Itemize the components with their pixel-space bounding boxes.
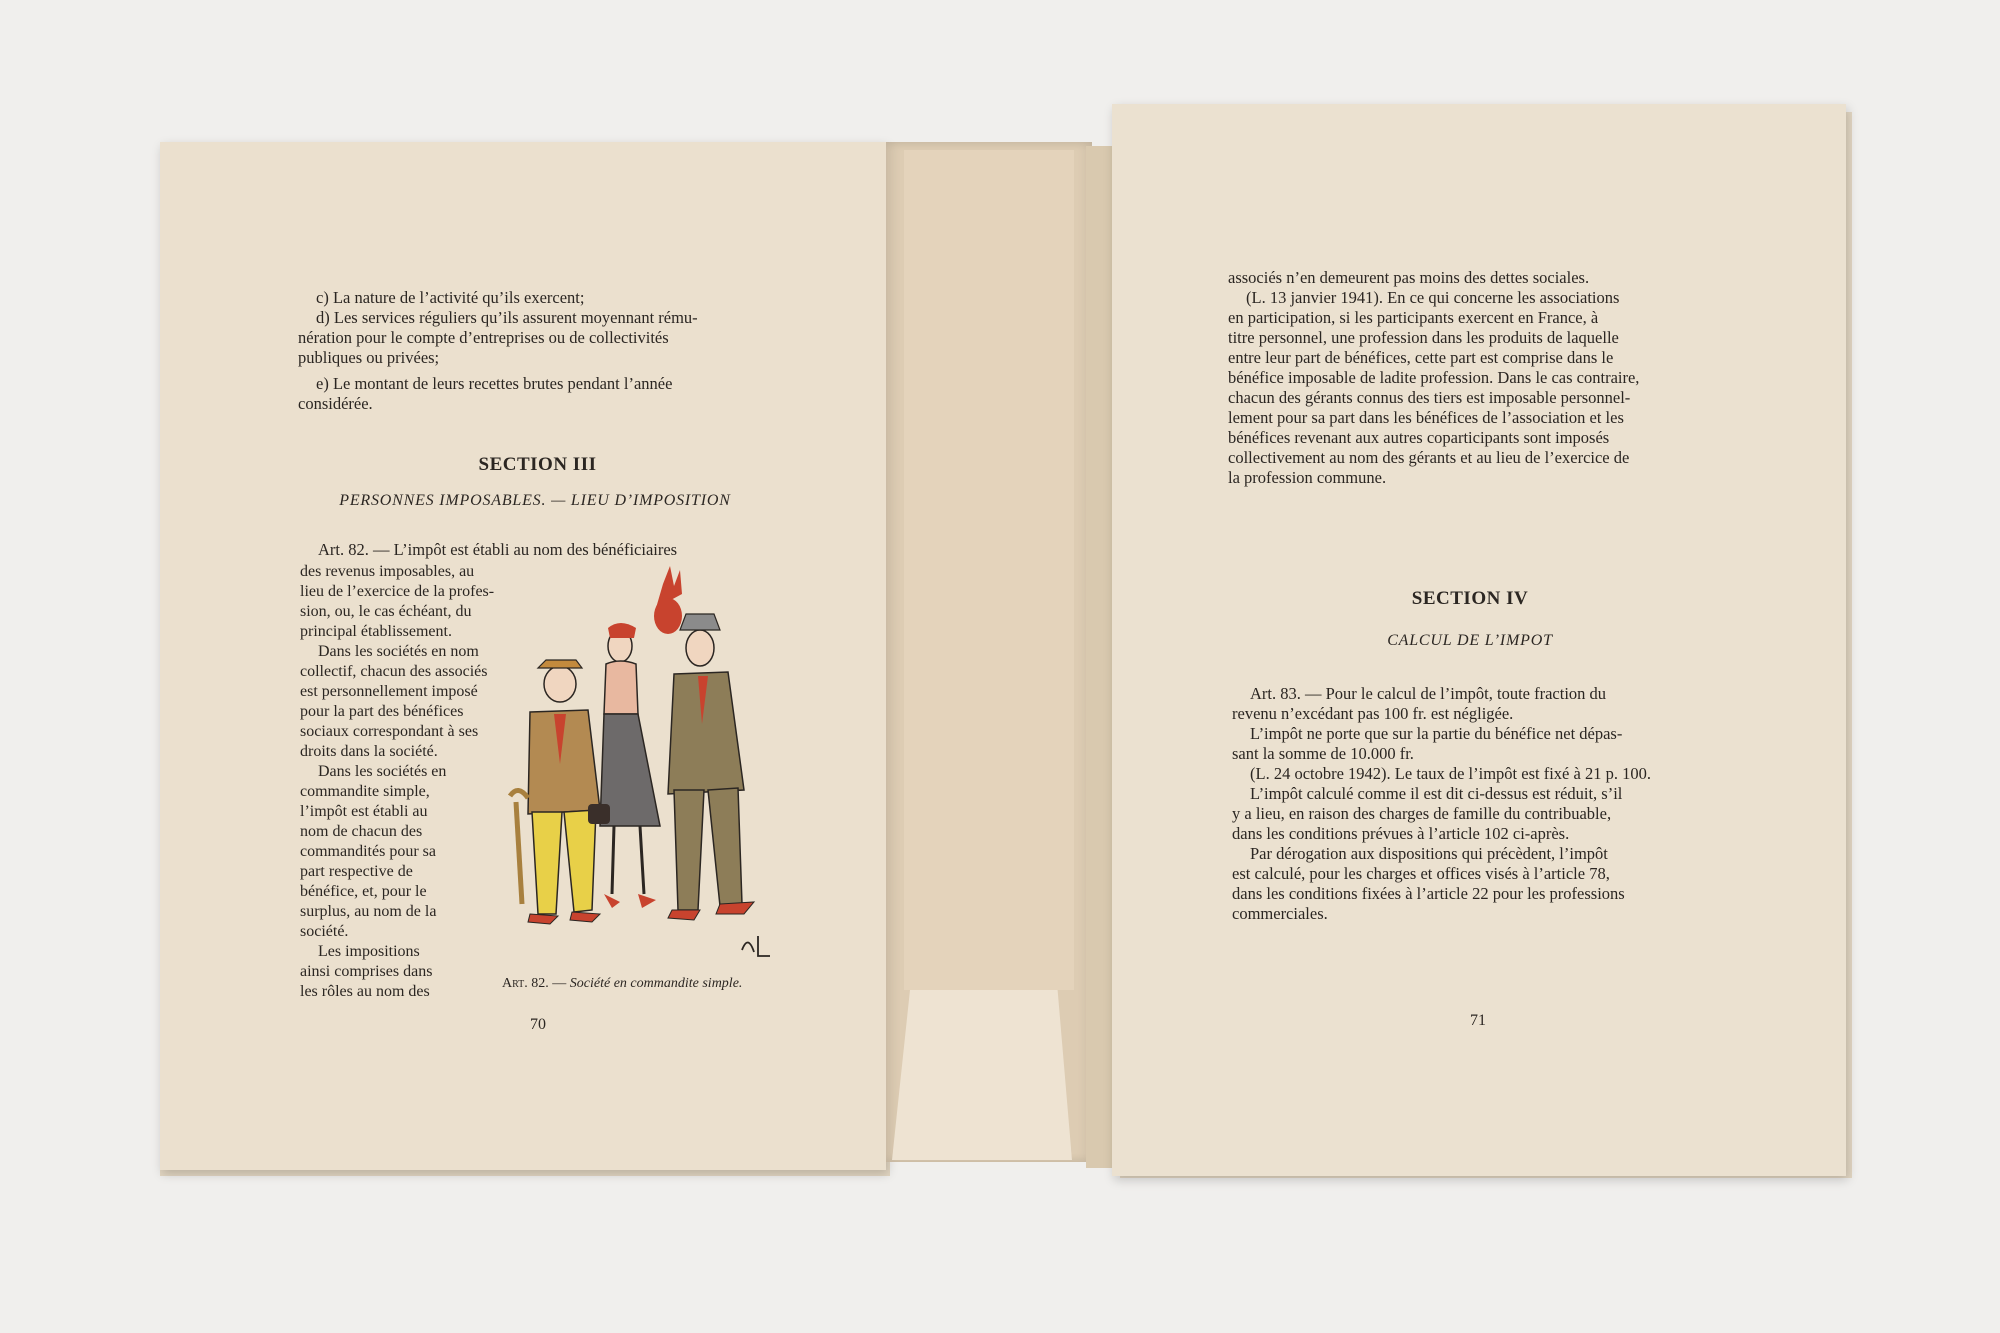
section-title: SECTION IV	[1411, 588, 1529, 609]
page-number-right: 71	[1470, 1012, 1486, 1029]
page-number-left: 70	[530, 1016, 546, 1033]
right-line: bénéfices revenant aux autres coparticipants sont imposés	[1228, 428, 1610, 447]
left-line: ainsi comprises dans	[300, 963, 433, 980]
right-line: Art. 83. — Pour le calcul de l’impôt, toute fraction du	[1250, 684, 1607, 703]
left-line: surplus, au nom de la	[300, 903, 437, 920]
caricature-illustration	[488, 564, 788, 968]
left-line: Dans les sociétés en	[318, 763, 447, 780]
art-82-text-column	[300, 562, 495, 1002]
left-line: collectif, chacun des associés	[300, 663, 488, 680]
right-line: en participation, si les participants exercent en France, à	[1228, 308, 1599, 327]
left-line: nom de chacun des	[300, 823, 423, 840]
section-title: SECTION III	[478, 454, 597, 475]
left-line: publiques ou privées;	[298, 348, 440, 367]
left-line: considérée.	[298, 394, 373, 413]
right-line: L’impôt ne porte que sur la partie du bénéfice net dépas-	[1250, 724, 1623, 743]
left-line: société.	[300, 923, 349, 940]
right-line: bénéfice imposable de ladite profession. Dans le cas contraire,	[1228, 368, 1640, 387]
art-83-paragraphs	[1232, 684, 1722, 924]
left-line: est personnellement imposé	[300, 683, 478, 700]
caption-text: Société en commandite simple.	[569, 976, 743, 991]
left-line: sociaux correspondant à ses	[300, 723, 479, 740]
right-line: chacun des gérants connus des tiers est imposable personnel-	[1228, 388, 1631, 407]
right-line: associés n’en demeurent pas moins des dettes sociales.	[1228, 268, 1590, 287]
left-line: les rôles au nom des	[300, 983, 430, 1000]
art-82-first-line	[318, 540, 778, 560]
left-line: Les impositions	[318, 943, 420, 960]
right-line: sant la somme de 10.000 fr.	[1232, 744, 1414, 763]
left-page-top-paragraphs	[298, 288, 772, 414]
right-line: dans les conditions fixées à l’article 22 pour les professions	[1232, 884, 1625, 903]
right-line: commerciales.	[1232, 904, 1328, 923]
left-line: principal établissement.	[300, 623, 452, 640]
left-line: sion, ou, le cas échéant, du	[300, 603, 472, 620]
right-line: (L. 13 janvier 1941). En ce qui concerne les associations	[1246, 288, 1620, 307]
left-line: bénéfice, et, pour le	[300, 883, 427, 900]
left-line: Dans les sociétés en nom	[318, 643, 479, 660]
right-page-top-paragraph	[1228, 268, 1710, 488]
left-line: l’impôt est établi au	[300, 803, 428, 820]
left-line: nération pour le compte d’entreprises ou de collectivités	[298, 328, 669, 347]
right-line: revenu n’excédant pas 100 fr. est négligée.	[1232, 704, 1514, 723]
section-subtitle: CALCUL DE L’IMPOT	[1387, 632, 1553, 649]
illustration-caption	[502, 976, 742, 992]
caption-article: Art. 82. —	[502, 976, 567, 991]
right-line: collectivement au nom des gérants et au lieu de l’exercice de	[1228, 448, 1630, 467]
right-line: dans les conditions prévues à l’article 102 ci-après.	[1232, 824, 1570, 843]
right-line: est calculé, pour les charges et offices visés à l’article 78,	[1232, 864, 1610, 883]
right-line: Par dérogation aux dispositions qui précèdent, l’impôt	[1250, 844, 1608, 863]
left-line: c) La nature de l’activité qu’ils exercent;	[316, 288, 585, 307]
right-line: titre personnel, une profession dans les produits de laquelle	[1228, 328, 1619, 347]
right-line: lement pour sa part dans les bénéfices de l’association et les	[1228, 408, 1624, 427]
right-line: y a lieu, en raison des charges de famille du contribuable,	[1232, 804, 1612, 823]
left-line: e) Le montant de leurs recettes brutes pendant l’année	[316, 374, 673, 393]
left-line: pour la part des bénéfices	[300, 703, 464, 720]
right-line: L’impôt calculé comme il est dit ci-dessus est réduit, s’il	[1250, 784, 1623, 803]
folder-inner-strip	[904, 150, 1074, 990]
right-line: la profession commune.	[1228, 468, 1387, 487]
left-line: commandités pour sa	[300, 843, 436, 860]
left-line: d) Les services réguliers qu’ils assurent moyennant rému-	[316, 308, 698, 327]
folder-flap	[892, 990, 1072, 1160]
left-line: droits dans la société.	[300, 743, 438, 760]
left-line: Art. 82. — L’impôt est établi au nom des bénéficiaires	[318, 540, 678, 559]
left-line: lieu de l’exercice de la profes-	[300, 583, 495, 600]
right-line: entre leur part de bénéfices, cette part est comprise dans le	[1228, 348, 1614, 367]
left-line: commandite simple,	[300, 783, 430, 800]
right-line: (L. 24 octobre 1942). Le taux de l’impôt est fixé à 21 p. 100.	[1250, 764, 1651, 783]
section-subtitle: PERSONNES IMPOSABLES. — LIEU D’IMPOSITION	[339, 492, 731, 509]
left-line: des revenus imposables, au	[300, 563, 475, 580]
left-line: part respective de	[300, 863, 413, 880]
